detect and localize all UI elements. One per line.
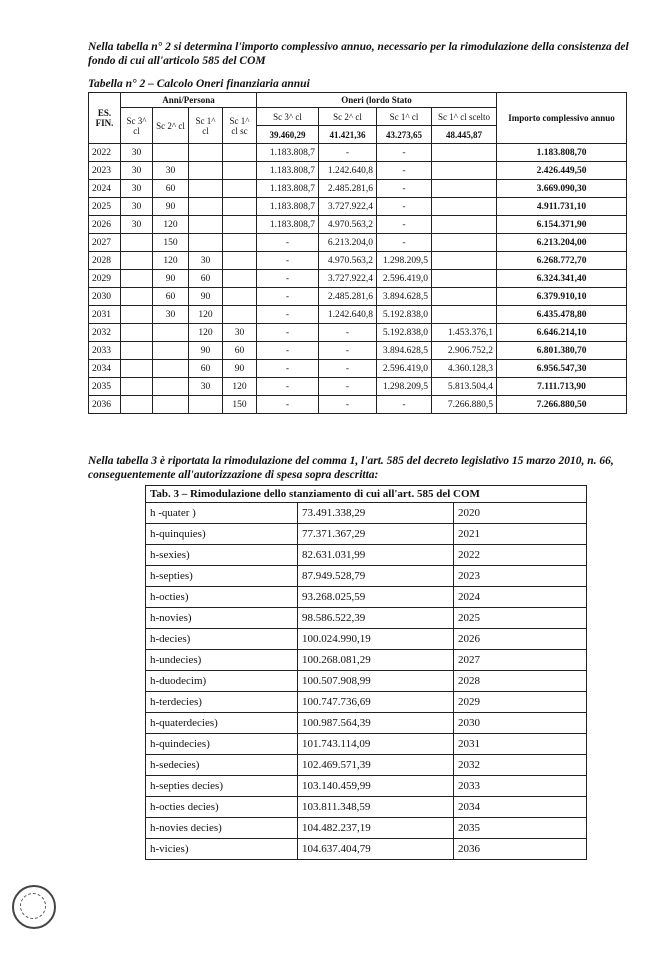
anni-cell [121,324,153,342]
oneri-cell: - [257,360,319,378]
oneri-cell: - [257,378,319,396]
total-cell: 7.266.880,50 [497,396,627,414]
year-cell: 2029 [454,692,587,713]
amount-cell: 104.482.237,19 [298,818,454,839]
amount-cell: 100.507.908,99 [298,671,454,692]
total-cell: 4.911.731,10 [497,198,627,216]
table2-row [89,378,627,396]
year-cell: 2033 [89,342,121,360]
year-cell: 2020 [454,503,587,524]
total-cell: 6.801.380,70 [497,342,627,360]
oneri-cell: 1.242.640,8 [319,162,377,180]
anni-cell: 60 [153,288,189,306]
year-cell: 2026 [454,629,587,650]
subheader-oneri-3: Sc 1^ cl scelto [432,108,497,126]
total-cell: 3.669.090,30 [497,180,627,198]
table3-row [146,818,587,839]
year-cell: 2022 [89,144,121,162]
table2-row [89,306,627,324]
subheader-oneri-1: Sc 2^ cl [319,108,377,126]
amount-cell: 103.140.459,99 [298,776,454,797]
anni-cell: 90 [223,360,257,378]
table3-title: Tab. 3 – Rimodulazione dello stanziamento di cui all'art. 585 del COM [146,486,587,503]
table2-row [89,180,627,198]
table3-row [146,524,587,545]
oneri-cell: - [319,342,377,360]
anni-cell [223,234,257,252]
oneri-cell: - [257,270,319,288]
oneri-cell: 4.970.563,2 [319,252,377,270]
oneri-cell: - [377,144,432,162]
oneri-cell: - [319,324,377,342]
letter-cell: h-sedecies) [146,755,298,776]
amount-cell: 100.268.081,29 [298,650,454,671]
oneri-cell: 5.192.838,0 [377,306,432,324]
year-cell: 2022 [454,545,587,566]
amount-cell: 103.811.348,59 [298,797,454,818]
anni-cell: 90 [153,270,189,288]
unit-cost-3: 48.445,87 [432,126,497,144]
table3-row [146,545,587,566]
anni-cell: 90 [189,342,223,360]
oneri-cell: 1.298.209,5 [377,378,432,396]
oneri-cell [432,144,497,162]
table3-row [146,797,587,818]
anni-cell: 60 [189,270,223,288]
anni-cell: 30 [189,252,223,270]
oneri-cell: 3.894.628,5 [377,342,432,360]
amount-cell: 104.637.404,79 [298,839,454,860]
total-cell: 6.324.341,40 [497,270,627,288]
oneri-cell: 7.266.880,5 [432,396,497,414]
anni-cell [153,144,189,162]
oneri-cell [432,252,497,270]
subheader-anni-0: Sc 3^ cl [121,108,153,144]
letter-cell: h-septies) [146,566,298,587]
table2-row [89,144,627,162]
amount-cell: 82.631.031,99 [298,545,454,566]
oneri-cell: 2.485.281,6 [319,288,377,306]
oneri-cell: 1.183.808,7 [257,198,319,216]
total-cell: 6.956.547,30 [497,360,627,378]
year-cell: 2025 [89,198,121,216]
oneri-cell [432,216,497,234]
anni-cell: 120 [189,324,223,342]
letter-cell: h-terdecies) [146,692,298,713]
anni-cell [121,378,153,396]
year-cell: 2030 [454,713,587,734]
anni-cell: 60 [223,342,257,360]
oneri-cell: - [257,252,319,270]
oneri-cell: 1.183.808,7 [257,144,319,162]
anni-cell: 90 [153,198,189,216]
total-cell: 6.213.204,00 [497,234,627,252]
anni-cell [121,396,153,414]
letter-cell: h-novies decies) [146,818,298,839]
year-cell: 2028 [89,252,121,270]
oneri-cell: - [257,342,319,360]
oneri-cell [432,198,497,216]
unit-cost-2: 43.273,65 [377,126,432,144]
year-cell: 2036 [89,396,121,414]
anni-cell: 60 [189,360,223,378]
oneri-cell [432,306,497,324]
oneri-cell: 4.360.128,3 [432,360,497,378]
year-cell: 2023 [89,162,121,180]
anni-cell [121,306,153,324]
amount-cell: 93.268.025,59 [298,587,454,608]
oneri-cell: 6.213.204,0 [319,234,377,252]
anni-cell [223,180,257,198]
year-cell: 2021 [454,524,587,545]
letter-cell: h-octies decies) [146,797,298,818]
oneri-cell [432,180,497,198]
oneri-cell: - [377,234,432,252]
year-cell: 2036 [454,839,587,860]
total-cell: 6.435.478,80 [497,306,627,324]
table2-row [89,342,627,360]
year-cell: 2035 [89,378,121,396]
anni-cell [121,288,153,306]
anni-cell: 30 [121,162,153,180]
anni-cell [223,198,257,216]
table2-row [89,360,627,378]
amount-cell: 101.743.114,09 [298,734,454,755]
table2-row [89,216,627,234]
table3-row [146,776,587,797]
anni-cell: 120 [223,378,257,396]
official-seal-stamp [12,885,56,929]
header-anni-persona: Anni/Persona [121,93,257,108]
anni-cell [189,216,223,234]
amount-cell: 102.469.571,39 [298,755,454,776]
anni-cell: 150 [153,234,189,252]
table3-row [146,503,587,524]
oneri-cell: 1.453.376,1 [432,324,497,342]
subheader-anni-3: Sc 1^ cl sc [223,108,257,144]
table3-row [146,587,587,608]
table3-row [146,566,587,587]
letter-cell: h-septies decies) [146,776,298,797]
table3-row [146,755,587,776]
amount-cell: 77.371.367,29 [298,524,454,545]
anni-cell: 90 [189,288,223,306]
anni-cell [153,324,189,342]
year-cell: 2034 [454,797,587,818]
oneri-cell: - [319,396,377,414]
amount-cell: 73.491.338,29 [298,503,454,524]
anni-cell [223,216,257,234]
table2-row [89,396,627,414]
table3-row [146,629,587,650]
year-cell: 2032 [454,755,587,776]
letter-cell: h-undecies) [146,650,298,671]
anni-cell: 30 [153,306,189,324]
oneri-cell: 5.813.504,4 [432,378,497,396]
table2-row [89,252,627,270]
anni-cell: 120 [153,252,189,270]
year-cell: 2026 [89,216,121,234]
anni-cell: 30 [223,324,257,342]
oneri-cell: 2.596.419,0 [377,270,432,288]
oneri-cell: 3.727.922,4 [319,198,377,216]
oneri-cell: 2.596.419,0 [377,360,432,378]
table3-row [146,671,587,692]
total-cell: 6.646.214,10 [497,324,627,342]
oneri-cell: 5.192.838,0 [377,324,432,342]
header-es-fin: ES. FIN. [89,93,121,144]
anni-cell: 30 [189,378,223,396]
oneri-cell [432,288,497,306]
anni-cell [121,342,153,360]
year-cell: 2031 [89,306,121,324]
anni-cell: 150 [223,396,257,414]
oneri-cell: - [257,234,319,252]
anni-cell: 60 [153,180,189,198]
year-cell: 2035 [454,818,587,839]
oneri-cell: - [377,216,432,234]
subheader-anni-2: Sc 1^ cl [189,108,223,144]
oneri-cell [432,162,497,180]
subheader-oneri-0: Sc 3^ cl [257,108,319,126]
total-cell: 2.426.449,50 [497,162,627,180]
anni-cell [121,252,153,270]
anni-cell: 120 [189,306,223,324]
amount-cell: 100.024.990,19 [298,629,454,650]
letter-cell: h-quaterdecies) [146,713,298,734]
letter-cell: h-decies) [146,629,298,650]
year-cell: 2025 [454,608,587,629]
oneri-cell: - [257,324,319,342]
amount-cell: 98.586.522,39 [298,608,454,629]
oneri-cell: 1.183.808,7 [257,216,319,234]
table3-rimodulazione [145,485,587,860]
header-oneri: Oneri (lordo Stato [257,93,497,108]
table3-row [146,839,587,860]
oneri-cell [432,270,497,288]
anni-cell [153,378,189,396]
oneri-cell: - [377,198,432,216]
table2-caption: Tabella n° 2 – Calcolo Oneri finanziaria annui [88,78,310,90]
unit-cost-1: 41.421,36 [319,126,377,144]
letter-cell: h-novies) [146,608,298,629]
anni-cell [189,198,223,216]
anni-cell [223,162,257,180]
table3-row [146,692,587,713]
table3-row [146,713,587,734]
anni-cell: 30 [121,144,153,162]
year-cell: 2023 [454,566,587,587]
table2-row [89,324,627,342]
oneri-cell: - [257,396,319,414]
anni-cell [153,342,189,360]
unit-cost-0: 39.460,29 [257,126,319,144]
letter-cell: h-sexies) [146,545,298,566]
letter-cell: h-duodecim) [146,671,298,692]
oneri-cell: - [257,306,319,324]
table2-row [89,288,627,306]
table2-row [89,234,627,252]
table2-row [89,162,627,180]
anni-cell [153,396,189,414]
year-cell: 2034 [89,360,121,378]
oneri-cell: 1.183.808,7 [257,162,319,180]
anni-cell [121,270,153,288]
oneri-cell: - [319,360,377,378]
oneri-cell: - [377,180,432,198]
anni-cell [189,180,223,198]
table3-row [146,608,587,629]
oneri-cell: 3.727.922,4 [319,270,377,288]
anni-cell [121,360,153,378]
year-cell: 2027 [89,234,121,252]
anni-cell: 30 [121,216,153,234]
oneri-cell: 2.906.752,2 [432,342,497,360]
subheader-oneri-2: Sc 1^ cl [377,108,432,126]
year-cell: 2032 [89,324,121,342]
oneri-cell: - [319,378,377,396]
anni-cell [223,306,257,324]
table2-row [89,270,627,288]
year-cell: 2033 [454,776,587,797]
anni-cell: 120 [153,216,189,234]
oneri-cell: 1.298.209,5 [377,252,432,270]
oneri-cell: - [319,144,377,162]
amount-cell: 87.949.528,79 [298,566,454,587]
letter-cell: h-octies) [146,587,298,608]
table3-row [146,650,587,671]
anni-cell [189,396,223,414]
table3-row [146,734,587,755]
intro-paragraph: Nella tabella n° 2 si determina l'importo complessivo annuo, necessario per la rimodulazione della consistenza del fondo di cui all'articolo 585 del COM [88,41,629,67]
oneri-cell [432,234,497,252]
anni-cell [189,162,223,180]
oneri-cell: 1.183.808,7 [257,180,319,198]
letter-cell: h-vicies) [146,839,298,860]
oneri-cell: 4.970.563,2 [319,216,377,234]
oneri-cell: - [257,288,319,306]
anni-cell [189,234,223,252]
total-cell: 7.111.713,90 [497,378,627,396]
year-cell: 2031 [454,734,587,755]
anni-cell: 30 [153,162,189,180]
anni-cell [223,144,257,162]
year-cell: 2030 [89,288,121,306]
year-cell: 2024 [89,180,121,198]
anni-cell [189,144,223,162]
header-importo: Importo complessivo annuo [497,93,627,144]
anni-cell [223,252,257,270]
anni-cell: 30 [121,198,153,216]
oneri-cell: - [377,396,432,414]
year-cell: 2027 [454,650,587,671]
letter-cell: h -quater ) [146,503,298,524]
anni-cell: 30 [121,180,153,198]
oneri-cell: 1.242.640,8 [319,306,377,324]
anni-cell [121,234,153,252]
total-cell: 1.183.808,70 [497,144,627,162]
subheader-anni-1: Sc 2^ cl [153,108,189,144]
table2-row [89,198,627,216]
amount-cell: 100.747.736,69 [298,692,454,713]
total-cell: 6.268.772,70 [497,252,627,270]
letter-cell: h-quinquies) [146,524,298,545]
second-paragraph: Nella tabella 3 è riportata la rimodulazione del comma 1, l'art. 585 del decreto legislativo 15 marzo 2010, n. 66, conseguentemente all'autorizzazione di spesa sopra descritta: [88,455,614,481]
year-cell: 2028 [454,671,587,692]
oneri-cell: 2.485.281,6 [319,180,377,198]
anni-cell [223,270,257,288]
year-cell: 2029 [89,270,121,288]
oneri-cell: - [377,162,432,180]
anni-cell [223,288,257,306]
total-cell: 6.154.371,90 [497,216,627,234]
total-cell: 6.379.910,10 [497,288,627,306]
letter-cell: h-quindecies) [146,734,298,755]
table2-oneri [88,92,627,414]
oneri-cell: 3.894.628,5 [377,288,432,306]
year-cell: 2024 [454,587,587,608]
anni-cell [153,360,189,378]
amount-cell: 100.987.564,39 [298,713,454,734]
